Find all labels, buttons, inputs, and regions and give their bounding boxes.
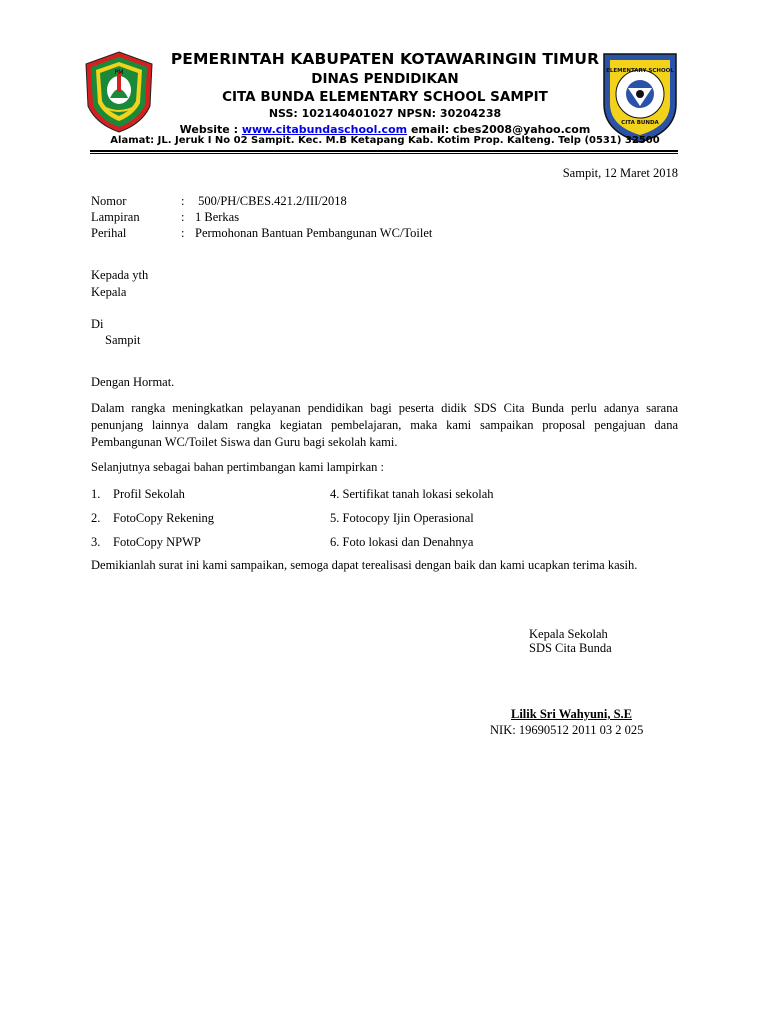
meta-key: Lampiran xyxy=(91,210,140,224)
meta-key: Perihal xyxy=(91,226,127,240)
right-logo-text-bottom: CITA BUNDA xyxy=(621,120,659,126)
letterhead xyxy=(150,48,620,137)
paragraph-intro: Dalam rangka meningkatkan pelayanan pendidikan bagi peserta didik SDS Cita Bunda perlu adanya sarana penunjang lainnya dalam rangka kegiatan pembelajaran, maka kami sampaikan proposal pengajuan dana Pembangunan WC/Toilet Siswa dan Guru bagi sekolah kami. xyxy=(91,401,678,449)
greeting: Dengan Hormat. xyxy=(91,375,175,389)
meta-subject xyxy=(91,225,432,241)
website-label: Website : xyxy=(179,123,242,136)
right-logo-text-top: ELEMENTARY SCHOOL xyxy=(606,68,674,74)
kotim-emblem-logo xyxy=(82,50,156,134)
paragraph-attachments: Selanjutnya sebagai bahan pertimbangan kami lampirkan : xyxy=(91,460,384,474)
letterhead-divider-thick xyxy=(90,150,678,152)
recipient-line3: Di xyxy=(91,317,104,331)
meta-number xyxy=(91,193,347,209)
list-item: 5. Fotocopy Ijin Operasional xyxy=(330,511,474,525)
signatory-nik: NIK: 19690512 2011 03 2 025 xyxy=(490,723,644,737)
signature-title-1: Kepala Sekolah xyxy=(529,627,608,641)
list-item: 4. Sertifikat tanah lokasi sekolah xyxy=(330,487,494,501)
letterhead-government: PEMERINTAH KABUPATEN KOTAWARINGIN TIMUR xyxy=(170,50,600,68)
letter-date: Sampit, 12 Maret 2018 xyxy=(562,166,678,180)
recipient-line4: Sampit xyxy=(105,333,141,347)
email-text: email: cbes2008@yahoo.com xyxy=(407,123,591,136)
meta-sep: : xyxy=(181,210,185,224)
meta-sep: : xyxy=(181,194,185,208)
signatory-name: Lilik Sri Wahyuni, S.E xyxy=(511,707,633,721)
list-item: 6. Foto lokasi dan Denahnya xyxy=(330,535,474,549)
letterhead-nss-npsn: NSS: 102140401027 NPSN: 30204238 xyxy=(268,107,502,120)
recipient-line1: Kepada yth xyxy=(91,268,149,282)
website-link[interactable]: www.citabundaschool.com xyxy=(241,123,408,136)
list-item: 1. Profil Sekolah xyxy=(91,487,185,501)
meta-key: Nomor xyxy=(91,194,127,208)
letterhead-department: DINAS PENDIDIKAN xyxy=(311,71,459,87)
meta-value: Permohonan Bantuan Pembangunan WC/Toilet xyxy=(195,226,433,240)
letterhead-school-name: CITA BUNDA ELEMENTARY SCHOOL SAMPIT xyxy=(222,89,548,105)
paragraph-closing: Demikianlah surat ini kami sampaikan, semoga dapat terealisasi dengan baik dan kami ucapkan terima kasih. xyxy=(91,558,638,572)
letterhead-address: Alamat: JL. Jeruk I No 02 Sampit. Kec. M.B Ketapang Kab. Kotim Prop. Kalteng. Telp (0531) 32500 xyxy=(110,135,660,146)
signature-title-2: SDS Cita Bunda xyxy=(529,641,612,655)
meta-value: 500/PH/CBES.421.2/III/2018 xyxy=(195,194,347,208)
recipient-line2: Kepala xyxy=(91,285,127,299)
list-item: 2. FotoCopy Rekening xyxy=(91,511,215,525)
meta-attachment xyxy=(91,209,239,225)
meta-sep: : xyxy=(181,226,185,240)
letterhead-divider-thin xyxy=(90,153,678,154)
list-item: 3. FotoCopy NPWP xyxy=(91,535,201,549)
left-logo-text: PM xyxy=(114,69,124,76)
meta-value: 1 Berkas xyxy=(195,210,240,224)
